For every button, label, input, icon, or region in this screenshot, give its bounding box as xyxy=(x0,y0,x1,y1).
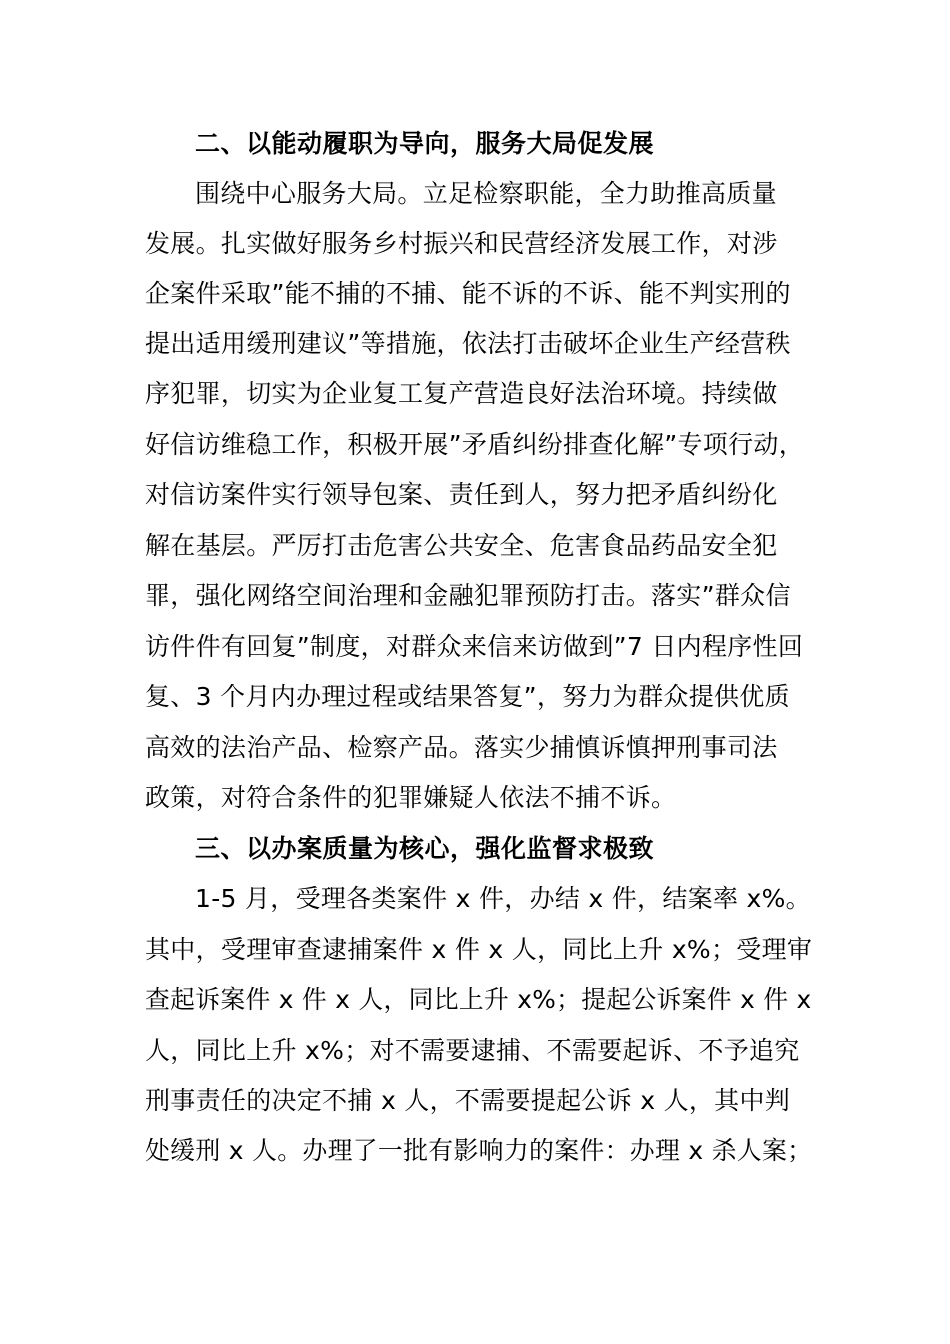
paragraph-line: 围绕中心服务大局。立足检察职能，全力助推高质量 xyxy=(195,179,777,208)
paragraph-line: 罪，强化网络空间治理和金融犯罪预防打击。落实”群众信 xyxy=(145,581,791,610)
paragraph-line: 访件件有回复”制度，对群众来信来访做到”7 日内程序性回 xyxy=(145,632,804,661)
paragraph-line: 好信访维稳工作，积极开展”矛盾纠纷排查化解”专项行动， xyxy=(145,430,805,459)
paragraph-line: 对信访案件实行领导包案、责任到人，努力把矛盾纠纷化 xyxy=(145,480,778,509)
paragraph-line: 高效的法治产品、检察产品。落实少捕慎诉慎押刑事司法 xyxy=(145,733,778,762)
paragraph-line: 企案件采取”能不捕的不捕、能不诉的不诉、能不判实刑的 xyxy=(145,279,791,308)
paragraph-line: 处缓刑 x 人。办理了一批有影响力的案件：办理 x 杀人案； xyxy=(145,1136,813,1165)
paragraph-line: 刑事责任的决定不捕 x 人，不需要提起公诉 x 人，其中判 xyxy=(145,1086,791,1115)
paragraph-line: 发展。扎实做好服务乡村振兴和民营经济发展工作，对涉 xyxy=(145,229,778,258)
paragraph-line: 人，同比上升 x%；对不需要逮捕、不需要起诉、不予追究 xyxy=(145,1036,800,1065)
section-2-heading: 二、以能动履职为导向，服务大局促发展 xyxy=(195,129,655,158)
section-3-heading: 三、以办案质量为核心，强化监督求极致 xyxy=(195,834,655,863)
paragraph-line: 提出适用缓刑建议”等措施，依法打击破坏企业生产经营秩 xyxy=(145,329,791,358)
paragraph-line: 查起诉案件 x 件 x 人，同比上升 x%；提起公诉案件 x 件 x xyxy=(145,985,812,1014)
paragraph-line: 政策，对符合条件的犯罪嫌疑人依法不捕不诉。 xyxy=(145,783,677,812)
paragraph-line: 复、3 个月内办理过程或结果答复”，努力为群众提供优质 xyxy=(145,682,790,711)
paragraph-line: 1-5 月，受理各类案件 x 件，办结 x 件，结案率 x%。 xyxy=(195,884,811,913)
paragraph-line: 序犯罪，切实为企业复工复产营造良好法治环境。持续做 xyxy=(145,379,778,408)
paragraph-line: 其中，受理审查逮捕案件 x 件 x 人，同比上升 x%；受理审 xyxy=(145,935,813,964)
paragraph-line: 解在基层。严厉打击危害公共安全、危害食品药品安全犯 xyxy=(145,531,778,560)
